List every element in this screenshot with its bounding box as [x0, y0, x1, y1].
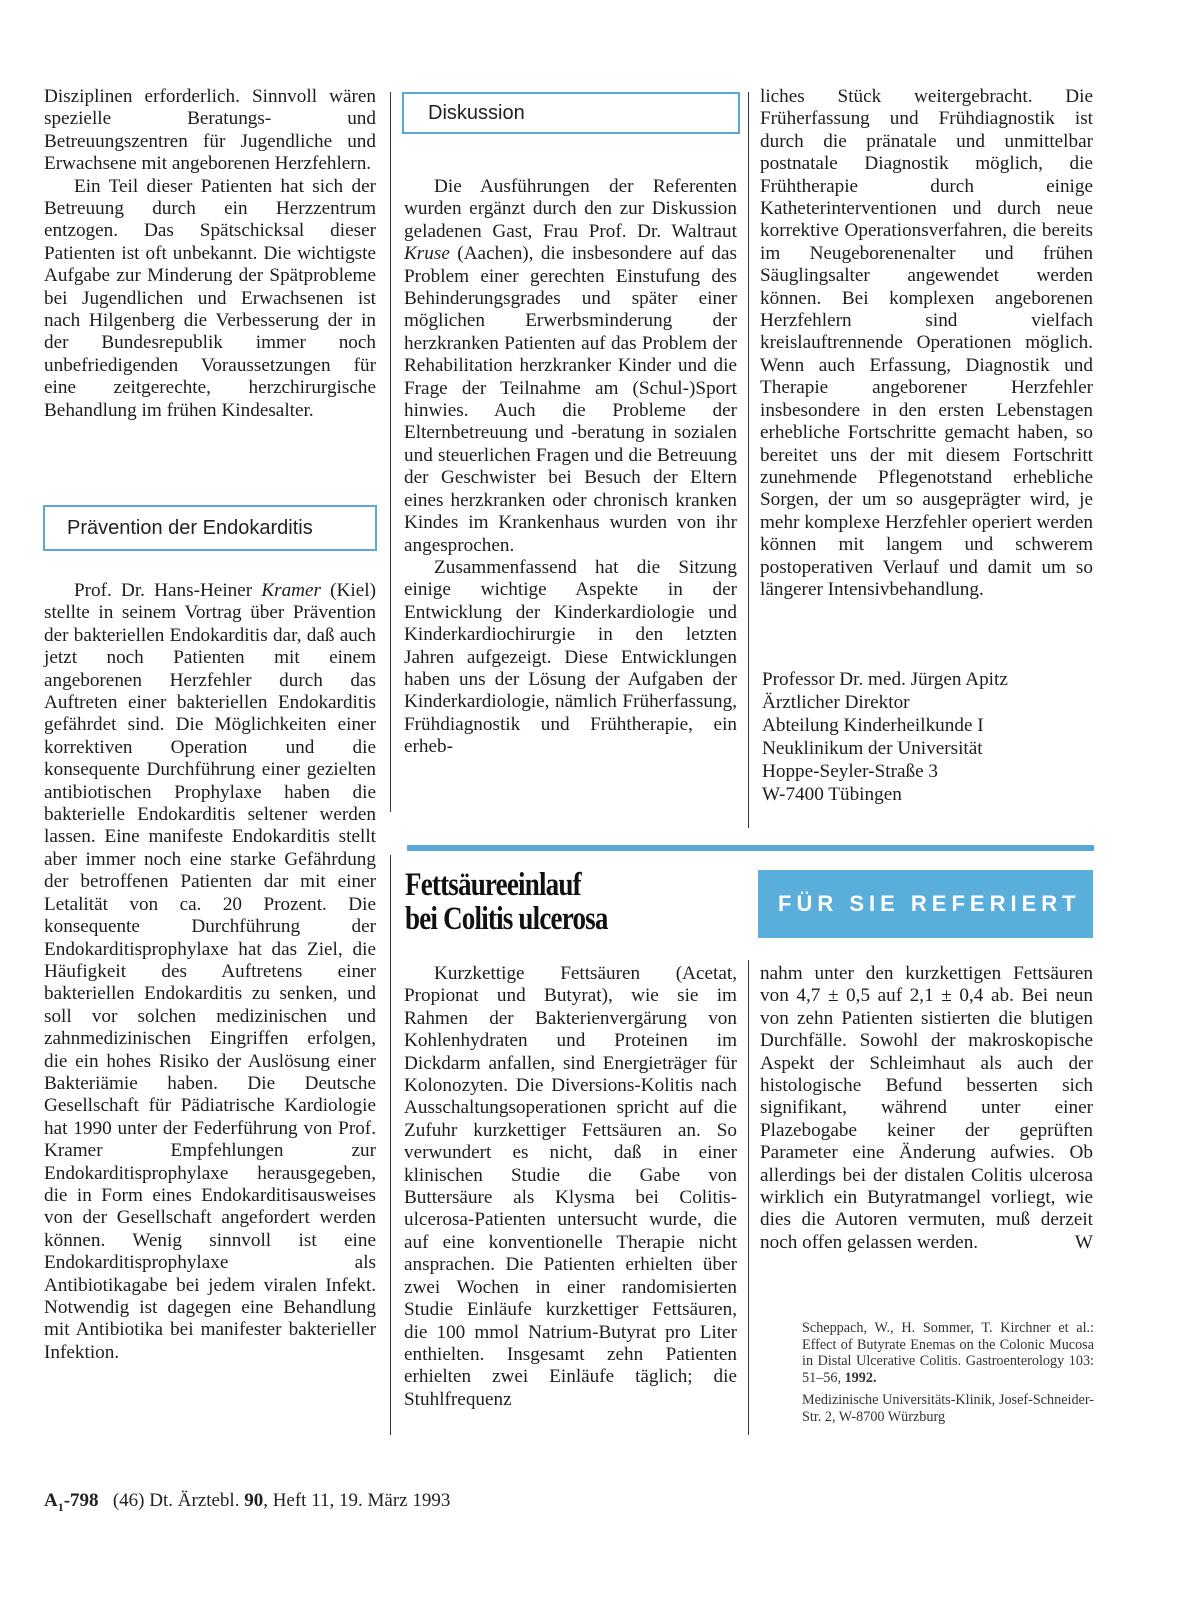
text: (Aachen), die insbesondere auf das Problem einer gerechten Einstufung des Behinderungsgrades und später einer möglichen Erwerbsminderung der herzkranken Patienten auf das Problem der Rehabilitation herzkranker Kinder und die Frage der Teilnahme am (Schul-)Sport hinwies. Auch die Probleme der Elternbetreuung und -beratung in sozialen und steuerlichen Fragen und die Betreuung der Geschwister bei Besuch der Eltern eines herzkranken oder chronisch kranken Kindes im Krankenhaus wurden von ihr angesprochen.: [404, 243, 737, 556]
column-1-top: [44, 86, 376, 422]
page-number: -798: [63, 1490, 99, 1511]
paragraph: [760, 963, 1093, 1254]
text: Die Ausführungen der Referenten wurden ergänzt durch den zur Diskussion geladenen Gast, Frau Prof. Dr. Waltraut: [404, 176, 737, 242]
column-rule: [748, 92, 749, 828]
person-name: Kruse: [404, 243, 450, 265]
signature-line: Neuklinikum der Universität: [762, 738, 983, 759]
reference: [802, 1320, 1094, 1386]
paragraph: Disziplinen erforderlich. Sinnvoll wären spezielle Beratungs- und Betreuungszentren für Jugendliche und Erwachsene mit angeborenen Herzfehlern.: [44, 86, 376, 175]
volume: 90: [244, 1490, 264, 1511]
text: Prof. Dr. Hans-Heiner: [74, 580, 262, 601]
text: Scheppach, W., H. Sommer, T. Kirchner et al.: Effect of Butyrate Enemas on the Colonic Mucosa in Distal Ulcerative Colitis. Gastroenterology 103: 51–56,: [802, 1320, 1094, 1386]
page-footer: [44, 1490, 450, 1515]
signature-block: [762, 668, 1094, 806]
headline-line: bei Colitis ulcerosa: [405, 901, 608, 937]
signature-line: Professor Dr. med. Jürgen Apitz: [762, 669, 1008, 690]
signature-line: Abteilung Kinderheilkunde I: [762, 715, 984, 736]
author-mark: W: [1074, 1231, 1093, 1253]
page-letter: A: [44, 1490, 58, 1511]
paragraph: Kurzkettige Fettsäuren (Acetat, Propionat und Butyrat), wie sie im Rahmen der Bakterienvergärung von Kohlenhydraten und Proteinen im Dickdarm anfallen, sind Energieträger für Kolonozyten. Die Diversions-Kolitis nach Ausschaltungsoperationen spricht auf die Zufuhr kurzkettiger Fettsäuren an. So verwundert es nicht, daß in einer klinischen Studie die Gabe von Buttersäure als Klysma bei Colitis-ulcerosa-Patienten untersucht wurde, die auf eine konventionelle Therapie nicht ansprachen. Die Patienten erhielten über zwei Wochen in einer randomisierten Studie Einläufe kurzkettiger Fettsäuren, die 100 mmol Natrium-Butyrat pro Liter enthielten. Insgesamt zehn Patienten erhielten zwei Einläufe täglich; die Stuhlfrequenz: [404, 963, 737, 1410]
signature-line: Hoppe-Seyler-Straße 3: [762, 761, 938, 782]
signature-line: Ärztlicher Direktor: [762, 692, 910, 713]
section-heading-box: [43, 505, 377, 551]
year: 1992.: [844, 1369, 877, 1386]
issue-info: , Heft 11, 19. März 1993: [263, 1490, 451, 1511]
section-heading: Diskussion: [428, 102, 525, 124]
person-name: Kramer: [261, 580, 322, 601]
paragraph: Ein Teil dieser Patienten hat sich der Betreuung durch ein Herzzentrum entzogen. Das Spätschicksal dieser Patienten ist oft unbekannt. Die wichtigste Aufgabe zur Minderung der Spätprobleme bei Jugendlichen und Erwachsenen ist nach Hilgenberg die Verbesserung der in der Bundesrepublik immer noch unbefriedigenden Voraussetzungen für eine zeitgerechte, herzchirurgische Behandlung im frühen Kindesalter.: [44, 175, 376, 421]
column-rule: [390, 92, 391, 812]
references: [802, 1320, 1094, 1432]
article-column-b: [760, 963, 1093, 1254]
paragraph: Zusammenfassend hat die Sitzung einige wichtige Aspekte in der Entwicklung der Kinderkardiologie und Kinderkardiochirurgie in den letzten Jahren aufgezeigt. Diese Entwicklungen haben uns der Lösung der Aufgaben der Kinderkardiologie, nämlich Früherfassung, Frühdiagnostik und Frühtherapie, ein erheb-: [404, 556, 737, 758]
column-rule: [390, 855, 391, 1435]
text: (Kiel) stellte in seinem Vortrag über Prävention der bakteriellen Endokarditis dar, daß auch jetzt noch Patienten mit einem angeborenen Herzfehler durch das Auftreten einer bakteriellen Endokarditis gefährdet sind. Die Möglichkeiten einer korrektiven Operation und die konsequente Durchführung einer gezielten antibiotischen Prophylaxe haben die bakterielle Endokarditis seltener werden lassen. Eine manifeste Endokarditis stellt aber immer noch eine starke Gefährdung der betroffenen Patienten dar mit einer Letalität von ca. 20 Prozent. Die konsequente Durchführung der Endokarditisprophylaxe hat das Ziel, die Häufigkeit des Auftretens einer bakteriellen Endokarditis zu senken, und soll vor solchen medizinischen und zahnmedizinischen Eingriffen erfolgen, die ein hohes Risiko der Auslösung einer Bakteriämie haben. Die Deutsche Gesellschaft für Pädiatrische Kardiologie hat 1990 unter der Federführung von Prof. Kramer Empfehlungen zur Endokarditisprophylaxe herausgegeben, die in Form eines Endokarditisausweises von der Gesellschaft angefordert werden können. Wenig sinnvoll ist eine Endokarditisprophylaxe als Antibiotikagabe bei jedem viralen Infekt. Notwendig ist dagegen eine Behandlung mit Antibiotika bei manifester bakterieller Infektion.: [44, 580, 376, 1363]
column-3: [760, 86, 1093, 601]
article-divider: [407, 845, 1094, 851]
journal-name: (46) Dt. Ärztebl.: [112, 1490, 245, 1511]
section-label-banner: FÜR SIE REFERIERT: [758, 870, 1093, 938]
section-heading: Prävention der Endokarditis: [67, 517, 313, 539]
text: nahm unter den kurzkettigen Fettsäuren von 4,7 ± 0,5 auf 2,1 ± 0,4 ab. Bei neun von zehn Patienten sistierten die blutigen Durchfälle. Sowohl der makroskopische Aspekt der Schleimhaut als auch der histologische Befund besserten sich signifikant, während unter einer Plazebogabe keiner der geprüften Parameter eine Änderung aufwies. Ob allerdings bei der distalen Colitis ulcerosa wirklich ein Butyratmangel vorliegt, wie dies die Autoren vermuten, muß derzeit noch offen gelassen werden.: [760, 963, 1093, 1253]
article-column-a: [404, 963, 737, 1411]
column-2: [404, 176, 737, 759]
paragraph: [44, 580, 376, 1364]
column-1-bottom: [44, 580, 376, 1364]
signature-line: W-7400 Tübingen: [762, 784, 902, 805]
reference: Medizinische Universitäts-Klinik, Josef-Schneider-Str. 2, W-8700 Würzburg: [802, 1392, 1094, 1425]
paragraph: [404, 176, 737, 557]
headline-line: Fettsäureeinlauf: [405, 867, 581, 903]
column-rule: [748, 960, 749, 1435]
paragraph: liches Stück weitergebracht. Die Früherfassung und Frühdiagnostik ist durch die pränatale und unmittelbar postnatale Diagnostik möglich, die Frühtherapie durch einige Katheterinterventionen und durch neue korrektive Operationsverfahren, die bereits im Neugeborenenalter und frühen Säuglingsalter angewendet werden können. Bei komplexen angeborenen Herzfehlern sind vielfach kreislauftrennende Operationen möglich. Wenn auch Erfassung, Diagnostik und Therapie angeborener Herzfehler insbesondere in den ersten Lebenstagen erhebliche Fortschritte gemacht haben, so bereitet uns der mit diesem Fortschritt zunehmende Pflegenotstand erhebliche Sorgen, der um so ausgeprägter wird, je mehr komplexe Herzfehler operiert werden können mit langem und schwerem postoperativen Verlauf und damit um so längerer Intensivbehandlung.: [760, 86, 1093, 600]
article-headline: [405, 868, 676, 936]
page-subscript: 1: [57, 1499, 64, 1514]
section-heading-box: [402, 92, 740, 134]
